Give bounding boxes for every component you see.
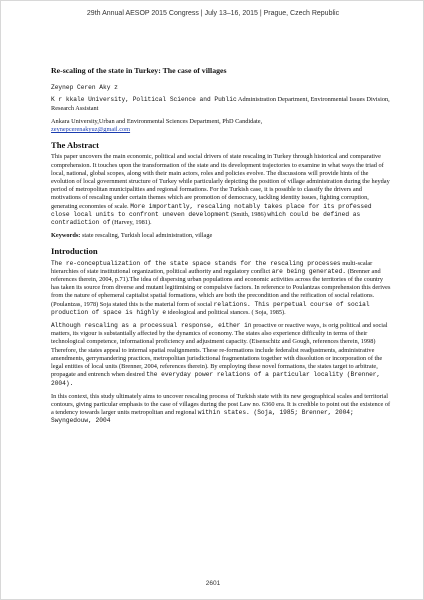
affiliation-1	[51, 96, 391, 112]
abstract-text: This paper uncovers the main economic, political and social drivers of state rescaling in Turkey through historical and comparative comprehension. It touches upon the transformation of the state and its development trajectories to examine in what ways the triad of local, national, global scopes, along with their main actors, roles and policies evolve. The discussions will provide hints of the evolution of local government structure of Turkey while particularly depicting the position of village administration during the heyday period of metropolitan municipalities and regional formations. For the Turkish case, it is possible to classify the drivers and motivations of rescaling under certain themes which are promotion of democracy, tackling identity issues, fighting corruption, generating economies of scale.	[51, 153, 390, 210]
intro-p1-part-d: (Brenner and references therein, 2004, p.71).The idea of dispersing urban populations and economic activities across the territories of the country has taken its source from diverse and mutant legitimising or compulsive factors. In reference to Poulantzas comprehension this derives from the nature of ephemeral capitalist spatial formations, which are both the precondition and the reification of social relations. (Poulantzas, 1978) Soja stated this is the material form of social	[51, 267, 391, 308]
intro-paragraph-1	[51, 260, 391, 317]
intro-p1-part-c: are being generated.	[271, 267, 347, 275]
intro-p1-part-e: relations. This perpetual course of social production of space is highly e	[51, 300, 370, 316]
abstract-citation-2: (Harvey, 1981).	[112, 219, 152, 227]
intro-p3-part-b: within states. (Soja, 1985; Brenner, 2004; Swyngedouw, 2004	[51, 409, 354, 425]
author-name: Zeynep Ceren Aky z	[51, 84, 118, 92]
intro-p2-part-c: the everyday power relations of a particular locality (Brenner, 2004).	[51, 371, 381, 387]
paper-body	[51, 67, 391, 431]
keywords-label: Keywords	[51, 232, 79, 240]
affiliation-2-text: Ankara University,Urban and Environmental Sciences Department, PhD Candidate,	[51, 117, 263, 125]
paper-title: Re-scaling of the state in Turkey: The case of villages	[51, 66, 227, 75]
running-header: 29th Annual AESOP 2015 Congress | July 13–16, 2015 | Prague, Czech Republic	[86, 10, 340, 17]
abstract-heading: The Abstract	[51, 140, 99, 151]
affiliation-1-university: K r kkale University, Political Science and Public	[51, 96, 237, 104]
keywords-line: Keywords: state rescaling, Turkish local administration, village	[51, 232, 213, 240]
keywords-text: state rescaling, Turkish local administration, village	[81, 232, 213, 240]
intro-p1-part-b: multi-scalar hierarchies of state institutional organization, political authority and regulatory conflict	[51, 259, 373, 275]
abstract-paragraph	[51, 153, 391, 227]
introduction-heading: Introduction	[51, 246, 98, 257]
affiliation-2	[51, 118, 391, 134]
abstract-text-mono-2: which could be defined as contradiction of	[51, 210, 361, 227]
intro-paragraph-2	[51, 322, 391, 388]
abstract-text-mono-1: More importantly, rescaling notably takes place for its professed close local units to confront uneven development	[51, 202, 372, 218]
intro-p2-part-b: proactive or reactive ways, is orig political and social matters, its vigour is substantially affected by the dynamics of economy. The states also experience difficulty in terms of their technological competence, informational proficiency and adjustment capacity. (Eisenschitz and Gough, references therein, 1998) Therefore, the states appeal to internal spatial realignments. These re-formations include federalist readjustments, administrative amendments, gerrymandering practices, metropolitan jurisdictional fragmentations together with dissolution or incorporation of the legal entities of local units (Brenner, 2004, references therein). By employing these novel formations, the states target to arbitrate, propagate and entrench when desired	[51, 322, 388, 379]
author-email-link[interactable]: zeynepcerenakyuz@gmail.com	[51, 126, 131, 134]
affiliation-1-department: Administration Department, Environmental Issues Division, Research Assistant	[51, 96, 390, 112]
intro-p1-part-a: The re-conceptualization of the state space stands for the rescaling processes	[51, 259, 341, 267]
intro-p3-part-a: In this context, this study ultimately aims to uncover rescaling process of Turkish state with its new geographical scales and territorial contours, giving particular emphasis to the case of villages during the post Law no. 6360 era. It is credible to point out the existence of a tendency towards larger units metropolitan and regional	[51, 392, 391, 417]
page-number: 2601	[205, 580, 221, 587]
intro-p1-part-f: ideological and political stances. ( Soja, 1985).	[167, 308, 286, 316]
intro-p2-part-a: Although rescaling as a processual response, either in	[51, 322, 252, 330]
intro-paragraph-3	[51, 393, 391, 426]
abstract-citation-1: (Smith, 1986)	[230, 210, 266, 218]
